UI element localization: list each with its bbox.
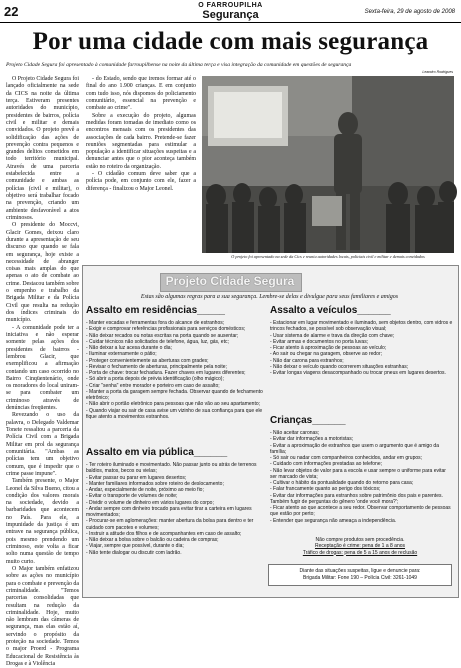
section-heading-criancas: Crianças______	[270, 415, 346, 426]
list-item: - Ter roteiro iluminado e movimentado. Não passar junto ou atrás de terrenos baldios, matos, becos ou vielas;	[86, 462, 257, 475]
list-item: - Não deixar a luz acesa durante o dia;	[86, 345, 172, 351]
section-heading-veiculos: Assalto a veículos______	[270, 305, 391, 316]
note-receptacao: Receptação é crime: pena de 1 a 8 anos	[314, 543, 406, 550]
note-line: Não compre produtos sem procedência.	[315, 537, 405, 543]
list-item: - Porta de chave: trocar fechadura. Fazer chaves em lugares diferentes;	[86, 370, 246, 376]
section-heading-residencias: Assalto em residências_____	[86, 305, 225, 316]
list-item: - Exigir e comprovar referências profissionais para serviços domésticos;	[86, 326, 246, 333]
paragraph: O Major também enfatizou sobre as ações no município para o combate e prevenção da criminalidade. "Temos parcerias consolidadas que resultam na redução da criminalidade. Hoje, muito não lembram das câmeras de segurança, mas elas estão aí, servindo o propósito da proteção na sociedade. Temos o major Proerd - Programa Educacional de Resistência às Drogas e à Violência	[6, 565, 79, 667]
list-item: - Evitar o transporte de volumes de noite;	[86, 493, 178, 500]
list-item: - Evitar passar ou parar em lugares desertos;	[86, 474, 187, 481]
issue-date: Sexta-feira, 29 de agosto de 2008	[364, 9, 455, 15]
page-number: 22	[4, 4, 19, 19]
list-item: - Instruir a atitude dos filhos e de acompanhantes em caso de assalto;	[86, 530, 242, 537]
paragraph: - O cidadão comum deve saber que a polícia pode, em conjunto com ele, fazer a diferença - finalizou o Major Leonel.	[86, 171, 196, 192]
denuncia-phones: Brigada Militar: Fone 190 – Polícia Civil: 3261-1049	[303, 574, 417, 581]
list-item: - Cultivar o hábito da pontualidade quando do retorno para casa;	[270, 480, 414, 486]
list-item: - Ficar atento ao que acontece a seu redor. Observar comportamento de pessoas que estão por perto;	[270, 505, 451, 518]
photo-credit: Leandro Rodrigues	[422, 70, 453, 74]
list-item: - Quando viajar ou sair de casa avise um vizinho de sua confiança para que ele fique atento a movimentos estranhos.	[86, 407, 263, 420]
box-subtitle: Estas são algumas regras para a sua segurança. Lembre-se delas e divulgue para seus familiares e amigos	[140, 294, 399, 300]
list-item: - Viajar, sempre que possível, durante o dia;	[86, 543, 184, 550]
headline: Por uma cidade com mais segurança	[32, 28, 429, 55]
list-item: - Ao sair ou chegar na garagem, observe ao redor;	[270, 351, 383, 358]
list-item: - Dividir o volume de dinheiro em vários lugares do corpo;	[86, 499, 214, 506]
paragraph: Revezando o uso da palavra, o Delegado Valdemar Tonete ressaltou a parceria da Polícia Civil com a Brigada Militar em prol da segurança comunitária. "Ambas as polícias tem um objetivo comum, que é impedir que o crime passe impune".	[6, 412, 79, 477]
article-column-1	[6, 76, 79, 667]
list-item: - Manter familiares informados sobre roteiro de deslocamento;	[86, 480, 224, 487]
list-item: - Manter a porta da garagem sempre fechada. Observar quando de fechamento eletrônico;	[86, 388, 263, 401]
list-item: - Criar "senha" entre morador e porteiro em caso de assalto;	[86, 382, 220, 389]
list-item: - Evitar a aproximação de estranhos que usem o argumento que é amigo da família;	[270, 442, 439, 455]
list-item: - Cuidar técnicos não solicitados de telefone, água, luz, gás, etc;	[86, 338, 229, 345]
list-item: - Evitar dar informações a motoristas;	[270, 436, 354, 443]
paragraph: - do Estado, sendo que iremos formar até o final do ano 1.900 crianças. E em conjunto com tudo isso, nós dispomos do policiamento comunitário, essencial na prevenção e combate ao crime".	[86, 76, 196, 112]
article-column-2	[86, 76, 196, 252]
paragraph: O Projeto Cidade Segura foi lançado oficialmente na sede da CICS na noite da última terça. Estiveram presentes autoridades do município, presidentes de bairros, polícia civil e militar e demais convidados. O projeto prevê a solidificação das ações de prevenção contra pequenos e grandes delitos cometidos em todo território municipal. Através de uma parceria estabelecida entre a comunidade e ambas as polícias (civil e militar), o objetivo será trabalhar focado na prevenção, criando um ambiente desfavorável a atos criminosos.	[6, 76, 79, 221]
list-item: - Só sair ou nadar com companheiros conhecidos, andar em grupos;	[270, 455, 423, 461]
list-item: - Entender que segurança não ameaça a independência.	[270, 517, 397, 524]
event-photo	[202, 76, 454, 253]
list-item: - Não dar carona para estranhos;	[270, 357, 344, 364]
list-item: - Andar, especialmente de noite, próximo ao meio fio;	[86, 487, 204, 493]
list-item: - Não levar objetos de valor para a escola e usar sempre o uniforme para evitar ser marcado de vista;	[270, 467, 446, 480]
list-item: - Revisar o fechamento de aberturas, principalmente pela noite;	[86, 363, 227, 370]
denuncia-text: Diante das situações suspeitas, ligue e denuncie para:	[299, 568, 421, 574]
list-item: - Usar sistema de alarme e trava da direção com chave;	[270, 332, 395, 339]
list-item: - Não aceitar caronas;	[270, 430, 320, 436]
list-item: - Andar sempre com dinheiro trocado para evitar tirar a carteira em lugares movimentados;	[86, 505, 252, 518]
list-item: - Evitar longas viagens desacompanhado ou trocar pneus em lugares desertos.	[270, 370, 446, 376]
page-header	[0, 0, 461, 23]
paragraph: O presidente do Moccvi, Glacir Gomes, deixou claro durante a apresentação de seu discurso que quando se fala em segurança, hoje existe a necessidade de abranger coisas mais amplas do que apenas o ato de combate ao crime. Destacou também sobre o empenho e trabalho da Brigada Militar e da Polícia Civil que resulta na redução dos índices criminais do município.	[6, 222, 79, 324]
section-name: Segurança	[202, 9, 259, 21]
list-item: - Evitar dar informações para estranhos sobre patrimônio dos pais e parentes. Também fugir de perguntas do gênero 'onde você mora?';	[270, 492, 443, 505]
list-item: - Não abrir o portão eletrônico para pessoas que não vão ao seu apartamento;	[86, 401, 260, 408]
list-item: - Ficar atento à aproximação de pessoas ao veículo;	[270, 345, 387, 351]
list-item: - Não deixar o veículo quando ocorrerem situações estranhas;	[270, 363, 409, 370]
note-trafico: Tráfico de drogas: pena de 5 a 15 anos de reclusão	[302, 549, 418, 556]
list-item: - Proteger convenientemente as aberturas com grades;	[86, 357, 209, 364]
list-veiculos	[270, 320, 453, 376]
list-criancas	[270, 430, 453, 524]
list-item: - Procurar-se em aglomerações: manter abertura da bolsa para dentro e ter cuidado com pacotes e volumes;	[86, 518, 254, 531]
paragraph: - A comunidade pode ter a iniciativa e não esperar somente pelas ações dos presidentes de bairros - lembrou Glacir, que exemplificou a afirmação contando um caso ocorrido no Bairro Cinqüentenário, onde os moradores do local uniram-se para combater um criminoso através de denúncias freqüentes.	[6, 324, 79, 412]
paragraph: Também presente, o Major Leonel da Silva Bueno, citou a condição dos valores morais na sociedade, devido a barbaridades que acontecem no País. Para ele, a impunidade da justiça é um entrave na segurança pública, pois mesmo prendendo um criminoso, este volta a ficar solto numa questão de tempo muito curto.	[6, 478, 79, 565]
warning-note	[270, 537, 450, 556]
list-item: - Não deixar recados ou notas escritas na porta quando se ausentar;	[86, 332, 239, 339]
list-item: - Não tente dialogar ou discutir com ladrão.	[86, 549, 182, 556]
section-heading-via-publica: Assalto em via pública______	[86, 447, 228, 458]
list-item: - Cuidado com informações prestadas ao telefone;	[270, 461, 383, 468]
newspaper-name: O FARROUPILHA	[198, 2, 263, 9]
list-item: - Iluminar externamente o pátio;	[86, 351, 157, 358]
list-item: - Evitar armas e documentos no porta luvas;	[270, 338, 369, 345]
denuncia-box	[268, 564, 452, 586]
note-line	[270, 550, 450, 556]
list-residencias	[86, 320, 266, 420]
paragraph: Sobre a execução do projeto, algumas medidas foram tomadas de imediato como os encontros mensais com os presidentes das associações de cada bairro. Pretende-se fazer reuniões segmentadas para estimular a população a identificar situações suspeitas e a denunciar antes que o pior aconteça também estão no roteiro da organização.	[86, 112, 196, 170]
list-item: - Estacionar em lugar movimentado e iluminado, sem objetos dentro, com vidros e trincos fechados, se possível sob observação visual;	[270, 320, 453, 333]
box-title: Projeto Cidade Segura	[165, 274, 295, 288]
list-item: - Não deixar a bolsa sobre o balcão ou cadeira de compras;	[86, 537, 219, 543]
lead-paragraph: Projeto Cidade Segura foi apresentado à comunidade farroupilhense na noite da última terça e visa integração da comunidade em questões de segurança	[6, 62, 352, 68]
list-via-publica	[86, 462, 266, 556]
photo-caption: O projeto foi apresentado na sede da Cics e reuniu autoridades locais, policiais civil e militar e demais convidados	[231, 254, 425, 259]
list-item: - Falar francamente quanto ao perigo dos tóxicos;	[270, 486, 381, 493]
list-item: - Só abrir a porta depois de prévia identificação (olho mágico);	[86, 376, 224, 383]
list-item: - Manter escadas e ferramentas fora do alcance de estranhos;	[86, 320, 225, 326]
